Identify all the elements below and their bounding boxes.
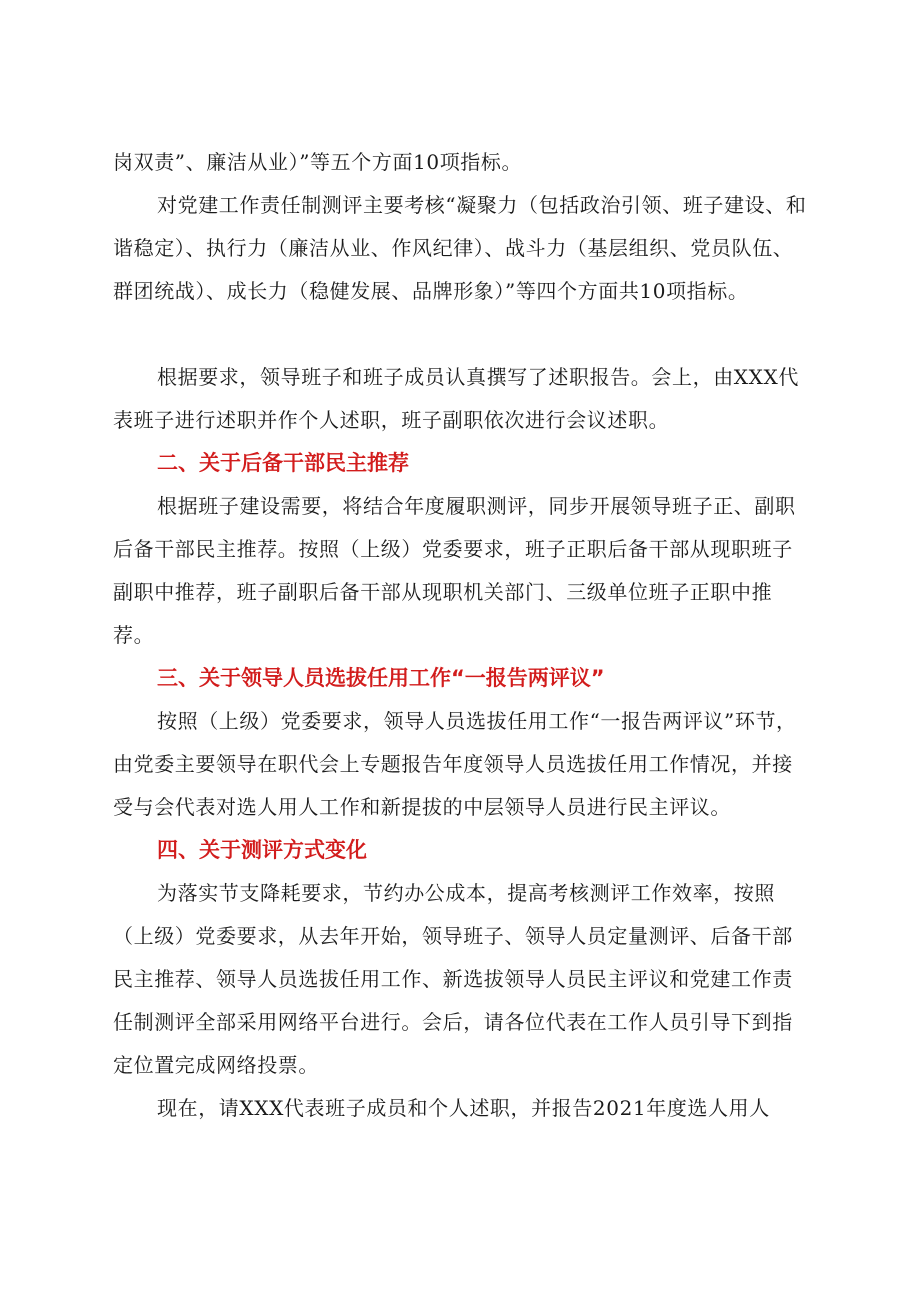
paragraph-evaluation-method: 为落实节支降耗要求，节约办公成本，提高考核测评工作效率，按照（上级）党委要求，从去年开始，领导班子、领导人员定量测评、后备干部民主推荐、领导人员选拔任用工作、新选拔领导人员民主评议和党建工作责任制测评全部采用网络平台进行。会后，请各位代表在工作人员引导下到指定位置完成网络投票。 [113,881,793,1077]
paragraph-party-building-evaluation: 对党建工作责任制测评主要考核“凝聚力（包括政治引领、班子建设、和谐稳定）、执行力（廉洁从业、作风纪律）、战斗力（基层组织、党员队伍、群团统战）、成长力（稳健发展、品牌形象）”等四个方面共10项指标。 [113,193,807,303]
paragraph-selection-appointment: 按照（上级）党委要求，领导人员选拔任用工作“一报告两评议”环节，由党委主要领导在职代会上专题报告年度领导人员选拔任用工作情况，并接受与会代表对选人用人工作和新提拔的中层领导人员进行民主评议。 [113,709,797,819]
paragraph-now-report: 现在，请XXX代表班子成员和个人述职，并报告2021年度选人用人 [157,1096,770,1120]
heading-selection-appointment: 三、关于领导人员选拔任用工作“一报告两评议” [157,666,605,690]
paragraph-work-report: 根据要求，领导班子和班子成员认真撰写了述职报告。会上，由XXX代表班子进行述职并作个人述职，班子副职依次进行会议述职。 [113,365,799,432]
paragraph-continuation: 岗双责”、廉洁从业）”等五个方面10项指标。 [113,150,523,174]
heading-reserve-cadre-recommendation: 二、关于后备干部民主推荐 [157,451,409,475]
heading-evaluation-method: 四、关于测评方式变化 [157,838,367,862]
paragraph-reserve-cadre: 根据班子建设需要，将结合年度履职测评，同步开展领导班子正、副职后备干部民主推荐。按照（上级）党委要求，班子正职后备干部从现职班子副职中推荐，班子副职后备干部从现职机关部门、三级单位班子正职中推荐。 [113,494,796,647]
